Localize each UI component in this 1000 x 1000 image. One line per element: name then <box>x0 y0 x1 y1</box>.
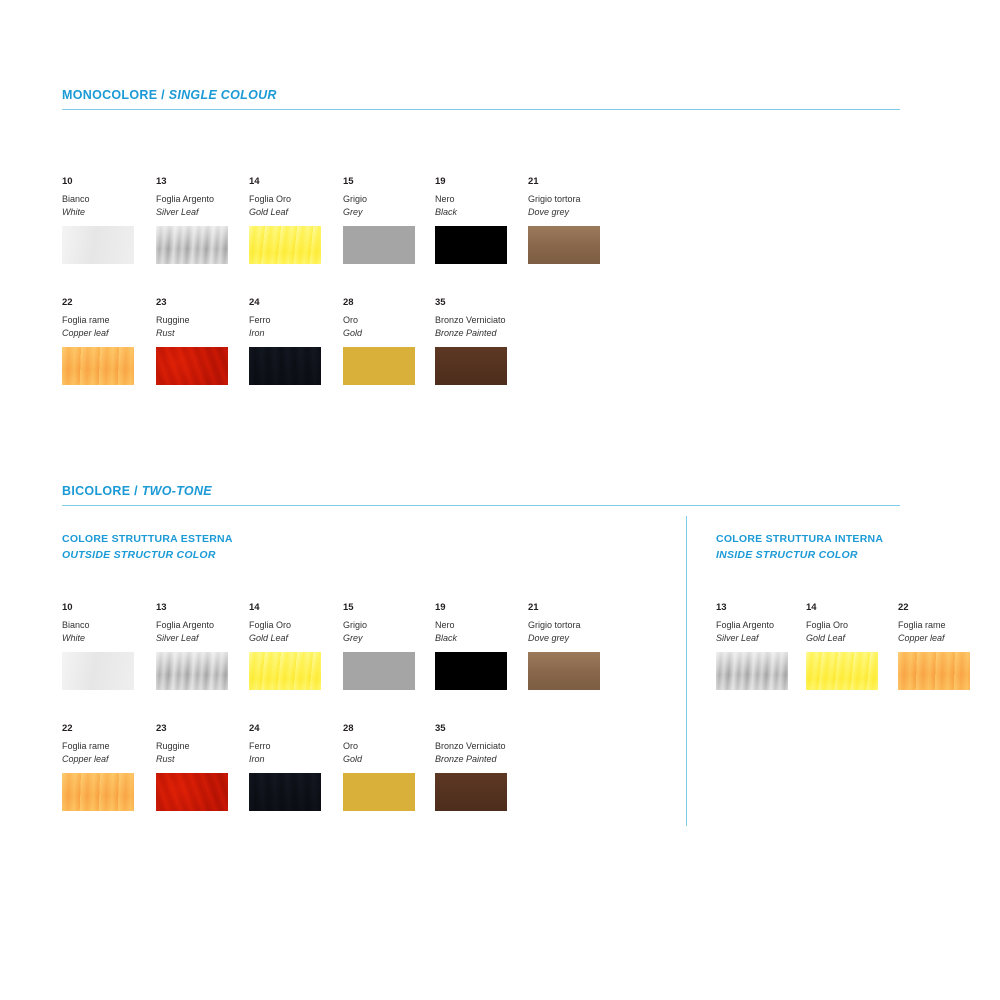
swatch-name-it: Grigio <box>343 194 368 205</box>
swatch-name-en: Gold Leaf <box>249 633 289 644</box>
swatch-name-en: White <box>62 633 86 644</box>
swatch-name-en: Black <box>435 207 458 218</box>
swatch-chip[interactable] <box>249 652 321 690</box>
swatch-chip[interactable] <box>62 347 134 385</box>
swatch-chip[interactable] <box>62 652 134 690</box>
subheader-outside-structure <box>62 531 233 564</box>
section-rule-monocolore <box>62 109 900 110</box>
swatch-name-en: Black <box>435 633 458 644</box>
swatch-chip[interactable] <box>62 226 134 264</box>
swatch-name-it: Ferro <box>249 315 271 326</box>
swatch-chip[interactable] <box>156 347 228 385</box>
swatch-code: 15 <box>343 176 354 187</box>
swatch-chip[interactable] <box>156 226 228 264</box>
section-rule-bicolore <box>62 505 900 506</box>
swatch-code: 23 <box>156 723 167 734</box>
swatch-name-en: Gold Leaf <box>806 633 846 644</box>
swatch-name-en: Bronze Painted <box>435 328 497 339</box>
subheader-inside-line2: INSIDE STRUCTUR COLOR <box>716 549 858 562</box>
swatch-code: 24 <box>249 297 260 308</box>
swatch-name-it: Ruggine <box>156 315 190 326</box>
swatch-code: 13 <box>156 176 167 187</box>
swatch-chip[interactable] <box>806 652 878 690</box>
swatch-name-it: Foglia rame <box>898 620 946 631</box>
section-title-bicolore-separator: / <box>130 484 142 498</box>
section-title-bicolore <box>62 484 900 498</box>
swatch-mono-13[interactable] <box>156 176 248 264</box>
swatch-code: 22 <box>62 723 73 734</box>
swatch-chip[interactable] <box>528 226 600 264</box>
subheader-inside-line1: COLORE STRUTTURA INTERNA <box>716 533 884 545</box>
swatch-chip[interactable] <box>435 652 507 690</box>
subheader-inside-structure <box>716 531 883 564</box>
swatch-name-en: Grey <box>343 207 363 218</box>
swatch-name-en: Iron <box>249 754 265 765</box>
swatch-outside-10[interactable] <box>62 602 154 690</box>
section-title-monocolore-separator: / <box>157 88 169 102</box>
swatch-code: 21 <box>528 176 539 187</box>
section-title-monocolore <box>62 88 900 102</box>
swatch-name-it: Foglia Oro <box>249 194 292 205</box>
swatch-name-it: Foglia rame <box>62 315 110 326</box>
swatch-code: 14 <box>249 176 260 187</box>
swatch-chip[interactable] <box>435 226 507 264</box>
swatch-chip[interactable] <box>343 652 415 690</box>
swatch-code: 22 <box>898 602 909 613</box>
swatch-outside-14[interactable] <box>249 602 341 690</box>
swatch-name-it: Foglia Argento <box>156 194 215 205</box>
swatch-name-it: Oro <box>343 315 359 326</box>
swatch-chip[interactable] <box>343 226 415 264</box>
swatch-chip[interactable] <box>343 773 415 811</box>
swatch-name-en: Silver Leaf <box>156 207 199 218</box>
swatch-mono-22[interactable] <box>62 297 154 385</box>
swatch-name-it: Oro <box>343 741 359 752</box>
swatch-chip[interactable] <box>435 773 507 811</box>
section-title-bicolore-en: TWO-TONE <box>141 484 212 498</box>
swatch-mono-21[interactable] <box>528 176 620 264</box>
swatch-name-en: Gold <box>343 754 363 765</box>
swatch-name-en: Bronze Painted <box>435 754 497 765</box>
swatch-name-en: Dove grey <box>528 633 570 644</box>
swatch-mono-24[interactable] <box>249 297 341 385</box>
swatch-name-en: Copper leaf <box>62 754 109 765</box>
swatch-name-en: White <box>62 207 86 218</box>
swatch-outside-23[interactable] <box>156 723 248 811</box>
swatch-name-en: Silver Leaf <box>716 633 759 644</box>
swatch-name-en: Rust <box>156 754 175 765</box>
swatch-name-it: Foglia Oro <box>806 620 849 631</box>
swatch-mono-23[interactable] <box>156 297 248 385</box>
swatch-outside-24[interactable] <box>249 723 341 811</box>
swatch-mono-15[interactable] <box>343 176 435 264</box>
swatch-chip[interactable] <box>249 347 321 385</box>
section-title-monocolore-it: MONOCOLORE <box>62 88 158 102</box>
swatch-code: 35 <box>435 723 446 734</box>
swatch-code: 19 <box>435 602 446 613</box>
swatch-chip[interactable] <box>716 652 788 690</box>
swatch-name-it: Bianco <box>62 194 90 205</box>
swatch-name-it: Bronzo Verniciato <box>435 741 506 752</box>
swatch-name-en: Rust <box>156 328 175 339</box>
swatch-name-it: Bronzo Verniciato <box>435 315 506 326</box>
swatch-outside-21[interactable] <box>528 602 620 690</box>
swatch-name-en: Silver Leaf <box>156 633 199 644</box>
subheader-outside-line2: OUTSIDE STRUCTUR COLOR <box>62 549 216 562</box>
swatch-code: 10 <box>62 602 73 613</box>
swatch-name-it: Grigio tortora <box>528 620 581 631</box>
swatch-outside-35[interactable] <box>435 723 527 811</box>
column-divider <box>686 516 687 826</box>
swatch-mono-14[interactable] <box>249 176 341 264</box>
swatch-code: 28 <box>343 723 354 734</box>
swatch-name-it: Bianco <box>62 620 90 631</box>
swatch-outside-28[interactable] <box>343 723 435 811</box>
subheader-outside-line1: COLORE STRUTTURA ESTERNA <box>62 533 233 545</box>
swatch-name-it: Nero <box>435 620 455 631</box>
swatch-code: 13 <box>716 602 727 613</box>
swatch-name-en: Grey <box>343 633 363 644</box>
swatch-code: 28 <box>343 297 354 308</box>
swatch-name-en: Gold <box>343 328 363 339</box>
swatch-inside-22[interactable] <box>898 602 990 690</box>
swatch-name-it: Foglia rame <box>62 741 110 752</box>
swatch-outside-15[interactable] <box>343 602 435 690</box>
swatch-name-it: Ferro <box>249 741 271 752</box>
swatch-name-en: Dove grey <box>528 207 570 218</box>
swatch-mono-35[interactable] <box>435 297 527 385</box>
swatch-chip[interactable] <box>898 652 970 690</box>
swatch-mono-28[interactable] <box>343 297 435 385</box>
swatch-name-it: Nero <box>435 194 455 205</box>
swatch-inside-13[interactable] <box>716 602 808 690</box>
swatch-code: 22 <box>62 297 73 308</box>
swatch-name-it: Foglia Argento <box>716 620 775 631</box>
swatch-chip[interactable] <box>156 652 228 690</box>
swatch-outside-22[interactable] <box>62 723 154 811</box>
swatch-outside-13[interactable] <box>156 602 248 690</box>
swatch-code: 15 <box>343 602 354 613</box>
swatch-code: 21 <box>528 602 539 613</box>
section-header-bicolore <box>62 484 900 506</box>
section-header-monocolore <box>62 88 900 110</box>
swatch-name-it: Foglia Oro <box>249 620 292 631</box>
swatch-inside-14[interactable] <box>806 602 898 690</box>
swatch-code: 23 <box>156 297 167 308</box>
swatch-name-en: Iron <box>249 328 265 339</box>
swatch-name-en: Gold Leaf <box>249 207 289 218</box>
swatch-code: 10 <box>62 176 73 187</box>
swatch-chip[interactable] <box>156 773 228 811</box>
swatch-chip[interactable] <box>62 773 134 811</box>
swatch-mono-19[interactable] <box>435 176 527 264</box>
swatch-name-it: Grigio tortora <box>528 194 581 205</box>
swatch-name-en: Copper leaf <box>898 633 945 644</box>
swatch-outside-19[interactable] <box>435 602 527 690</box>
swatch-code: 35 <box>435 297 446 308</box>
swatch-code: 14 <box>249 602 260 613</box>
swatch-code: 13 <box>156 602 167 613</box>
swatch-chip[interactable] <box>249 226 321 264</box>
swatch-name-it: Foglia Argento <box>156 620 215 631</box>
swatch-name-it: Ruggine <box>156 741 190 752</box>
swatch-name-it: Grigio <box>343 620 368 631</box>
swatch-name-en: Copper leaf <box>62 328 109 339</box>
swatch-chip[interactable] <box>249 773 321 811</box>
swatch-mono-10[interactable] <box>62 176 154 264</box>
section-title-bicolore-it: BICOLORE <box>62 484 131 498</box>
swatch-chip[interactable] <box>528 652 600 690</box>
swatch-code: 14 <box>806 602 817 613</box>
swatch-chip[interactable] <box>435 347 507 385</box>
section-title-monocolore-en: SINGLE COLOUR <box>168 88 277 102</box>
swatch-chip[interactable] <box>343 347 415 385</box>
swatch-code: 19 <box>435 176 446 187</box>
swatch-code: 24 <box>249 723 260 734</box>
